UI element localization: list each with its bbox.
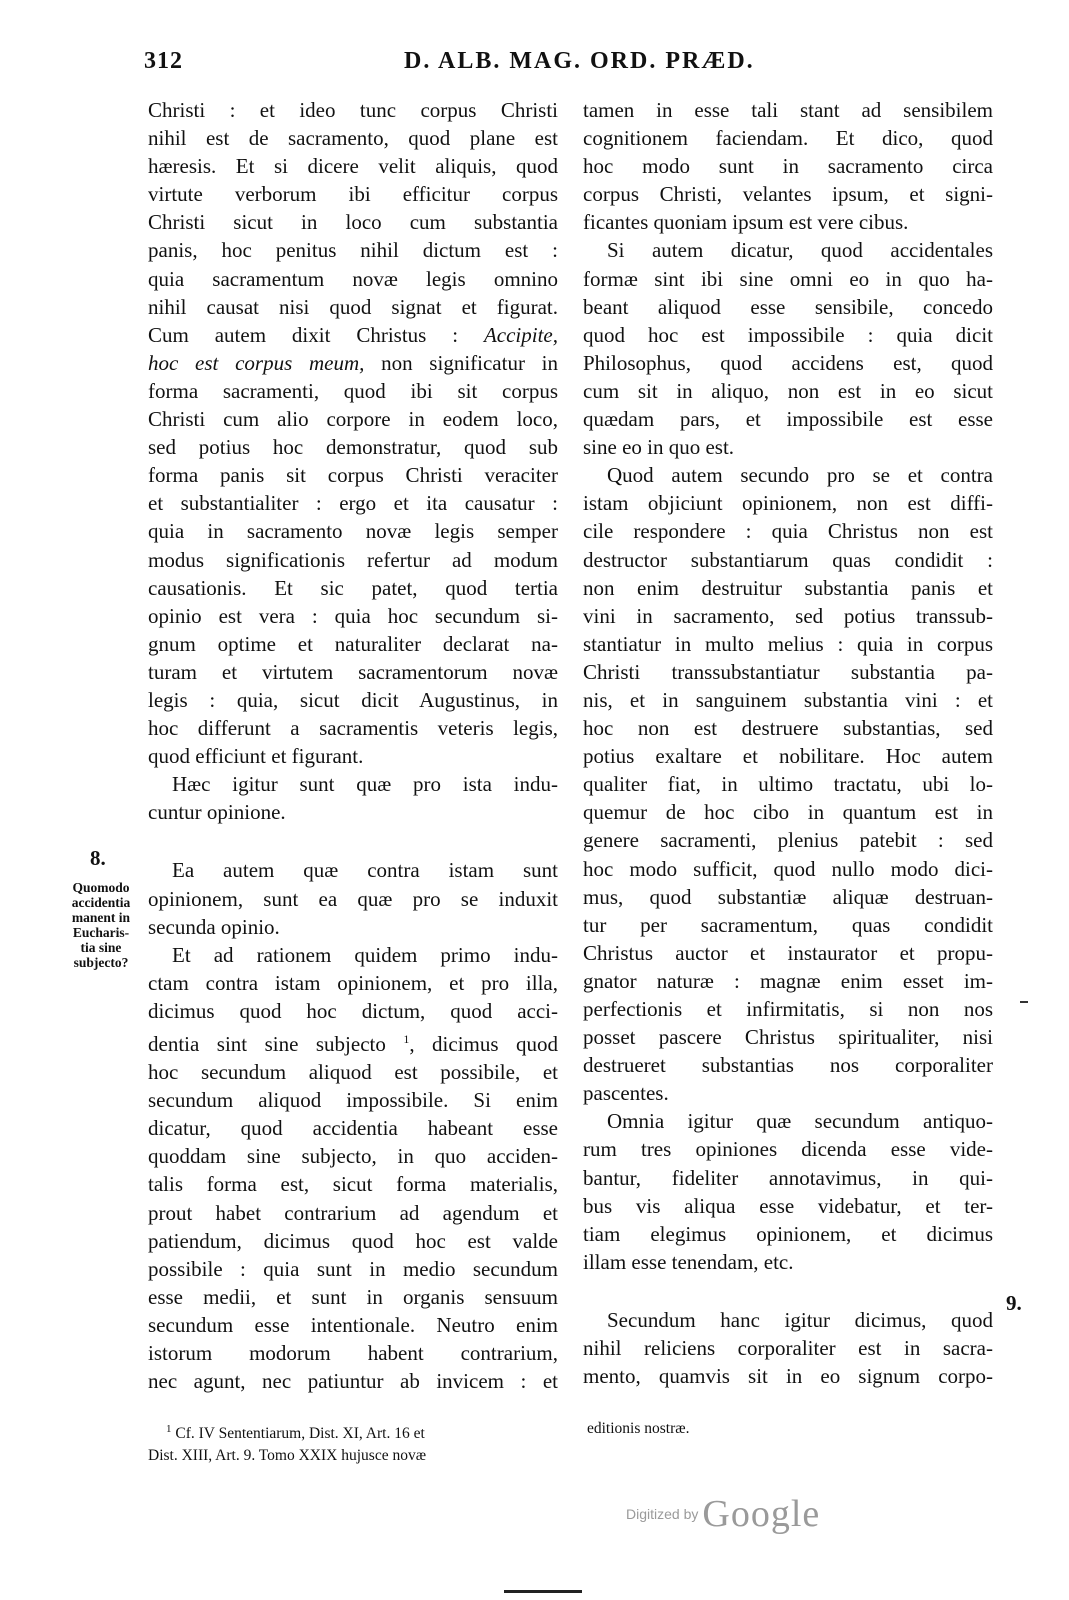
text-line: ficantes quoniam ipsum est vere cibus. — [583, 210, 909, 235]
text-line: nihil reliciens corporaliter est in sacra- — [583, 1336, 993, 1361]
text-line: panis, hoc penitus nihil dictum est : — [148, 238, 558, 263]
google-logo: Google — [702, 1493, 821, 1535]
page-edge-rule — [504, 1590, 582, 1593]
text-line: hoc modo sufficit, quod nullo modo dici- — [583, 856, 993, 881]
text-run: dentia sint sine subjecto — [148, 1032, 386, 1056]
text-run: Cum autem dixit Christus : — [148, 322, 459, 347]
text-line: corpus Christi, velantes ipsum, et signi- — [583, 182, 993, 207]
text-line: potius exaltare et nobilitare. Hoc autem — [583, 744, 993, 769]
text-line: Philosophus, quod accidens est, quod — [583, 350, 993, 375]
footnote — [148, 1418, 558, 1467]
footnote-continued: editionis nostræ. — [587, 1420, 690, 1437]
text-line: cum sit in aliquo, non est in eo sicut — [583, 378, 993, 403]
text-line: non enim destruitur substantia panis et — [583, 575, 993, 600]
text-line: hoc non est destruere substantias, sed — [583, 716, 993, 741]
text-line: quemur de hoc cibo in quantum est in — [583, 800, 993, 825]
text-line: cile respondere : quia Christus non est — [583, 519, 993, 544]
text-line: bus vis aliqua esse videbatur, et ter- — [583, 1193, 993, 1218]
text-line: hoc modo sunt in sacramento circa — [583, 154, 993, 179]
margin-note-line: Quomodo — [72, 880, 130, 895]
running-title: D. ALB. MAG. ORD. PRÆD. — [404, 48, 755, 74]
text-line-footnote-ref — [148, 1025, 558, 1058]
text-line: formæ sint ibi sine omni eo in quo ha- — [583, 266, 993, 291]
text-line: esse medii, et sunt in organis sensuum — [148, 1284, 558, 1309]
text-line: quod hoc est impossibile : quia dicit — [583, 322, 993, 347]
text-line: Secundum hanc igitur dicimus, quod — [607, 1307, 993, 1332]
text-line: rum tres opiniones dicenda esse vide- — [583, 1137, 993, 1162]
text-line: mus, quod substantiæ aliquæ destruan- — [583, 884, 993, 909]
text-line: Quod autem secundo pro se et contra — [607, 463, 993, 488]
text-line: possibile : quia sunt in medio secundum — [148, 1256, 558, 1281]
text-line: genere sacramenti, plenius patebit : sed — [583, 828, 993, 853]
text-line: dicimus quod hoc dictum, quod acci- — [148, 998, 558, 1023]
footnote-mark: 1 — [403, 1032, 410, 1046]
text-line: nihil est de sacramento, quod plane est — [148, 126, 558, 151]
text-line: bantur, fideliter annotavimus, in qui- — [583, 1165, 993, 1190]
text-line: pascentes. — [583, 1081, 669, 1106]
text-line: Christi transsubstantiatur substantia pa- — [583, 659, 993, 684]
text-line: nec agunt, nec patiuntur ab invicem : et — [148, 1369, 558, 1394]
text-line: ctam contra istam opinionem, et pro illa, — [148, 970, 558, 995]
footnote-mark: 1 — [166, 1423, 172, 1435]
text-line: cuntur opinione. — [148, 800, 286, 825]
text-line: perfectionis et infirmitatis, si non nos — [583, 997, 993, 1021]
text-run: non significatur in — [381, 350, 558, 375]
text-line: Omnia igitur quæ secundum antiquo- — [607, 1109, 993, 1134]
margin-note — [58, 880, 144, 970]
italic-quote: Accipite, — [483, 322, 558, 347]
text-line: prout habet contrarium ad agendum et — [148, 1200, 558, 1225]
text-line: quia in sacramento novæ legis semper — [148, 519, 558, 544]
margin-note-line: subjecto? — [73, 955, 129, 970]
text-line: forma panis sit corpus Christi veraciter — [148, 463, 558, 488]
text-line: hoc differunt a sacramentis veteris legis, — [148, 716, 558, 741]
text-line: patiendum, dicimus quod hoc est valde — [148, 1228, 558, 1253]
text-line: secundum esse intentionale. Neutro enim — [148, 1312, 558, 1337]
text-line: dicatur, quod accidentia habeant esse — [148, 1116, 558, 1141]
text-line: istorum modorum habent contrarium, — [148, 1341, 558, 1366]
text-line-italic-quote — [148, 349, 558, 377]
text-line: causationis. Et sic patet, quod tertia — [148, 575, 558, 600]
digitized-watermark — [626, 1492, 820, 1536]
text-line: posset pascere Christus spiritualiter, nisi — [583, 1025, 993, 1050]
text-line: forma sacramenti, quod ibi sit corpus — [148, 378, 558, 403]
text-line: hoc secundum aliquod est possibile, et — [148, 1060, 558, 1085]
text-line: mento, quamvis sit in eo signum corpo- — [583, 1364, 993, 1389]
section-number-8: 8. — [90, 846, 106, 870]
text-line: sine eo in quo est. — [583, 435, 735, 460]
text-line: tiam elegimus opinionem, et dicimus — [583, 1221, 993, 1246]
footnote-text: Cf. IV Sententiarum, Dist. XI, Art. 16 et — [175, 1425, 425, 1443]
text-line: cognitionem faciendam. Et dico, quod — [583, 126, 993, 151]
text-run: , dicimus quod — [409, 1032, 559, 1056]
margin-note-line: Eucharis- — [72, 925, 130, 940]
text-line: stantiatur in multo melius : quia in corpus — [583, 631, 993, 656]
text-line: beant aliquod esse sensibile, concedo — [583, 294, 993, 319]
text-line: gnum optime et naturaliter declarat na- — [148, 631, 558, 656]
text-line: tur per sacramentum, quas condidit — [583, 912, 993, 937]
text-line: Ea autem quæ contra istam sunt — [172, 858, 558, 883]
text-line: quoddam sine subjecto, in quo acciden- — [148, 1144, 558, 1169]
section-number-9: 9. — [1006, 1291, 1022, 1315]
text-line: tamen in esse tali stant ad sensibilem — [583, 98, 993, 122]
text-line-italic-quote — [148, 321, 558, 349]
text-line: Si autem dicatur, quod accidentales — [607, 238, 993, 263]
text-line: talis forma est, sicut forma materialis, — [148, 1172, 558, 1197]
text-line: et substantialiter : ergo et ita causatur : — [148, 491, 558, 516]
text-line: qualiter fiat, in ultimo tractatu, ubi lo- — [583, 772, 993, 797]
left-column — [148, 96, 558, 1395]
text-line: quia sacramentum novæ legis omnino — [148, 266, 558, 291]
text-line: Hæc igitur sunt quæ pro ista indu- — [172, 772, 558, 797]
margin-note-line: accidentia — [71, 895, 131, 910]
text-line: turam et virtutem sacramentorum novæ — [148, 659, 558, 684]
text-line: vini in sacramento, sed potius transsub- — [583, 603, 993, 628]
text-line: nis, et in sanguinem substantia vini : et — [583, 687, 993, 712]
text-line: opinio est vera : quia hoc secundum si- — [148, 603, 558, 628]
italic-quote: hoc est corpus meum, — [148, 350, 365, 375]
text-line: nihil causat nisi quod signat et figurat. — [148, 294, 558, 319]
margin-tick-mark — [1020, 1001, 1028, 1003]
text-line: destructor substantiarum quas condidit : — [583, 547, 993, 572]
right-column — [583, 96, 993, 1390]
margin-note-line: manent in — [71, 910, 131, 925]
text-line: illam esse tenendam, etc. — [583, 1249, 794, 1274]
text-line: destrueret substantias nos corporaliter — [583, 1053, 993, 1078]
text-line: quædam pars, et impossibile est esse — [583, 407, 993, 432]
text-line: Christus auctor et instaurator et propu- — [583, 940, 993, 965]
text-line: sed potius hoc demonstratur, quod sub — [148, 435, 558, 460]
footnote-line: Dist. XIII, Art. 9. Tomo XXIX hujusce novæ — [148, 1447, 427, 1465]
footnote-line — [148, 1418, 558, 1445]
text-line: secundum aliquod impossibile. Si enim — [148, 1088, 558, 1113]
text-line: opinionem, sunt ea quæ pro se induxit — [148, 886, 558, 911]
text-line: modus significationis refertur ad modum — [148, 547, 558, 572]
text-line: Et ad rationem quidem primo indu- — [172, 942, 558, 967]
text-line: gnator naturæ : magnæ enim esset im- — [583, 968, 993, 993]
text-line: istam objiciunt opinionem, non est diffi- — [583, 491, 993, 516]
margin-note-line: tia sine — [80, 940, 122, 955]
text-line: virtute verborum ibi efficitur corpus — [148, 182, 558, 207]
watermark-prefix: Digitized by — [626, 1506, 699, 1522]
text-line: Christi sicut in loco cum substantia — [148, 210, 558, 235]
text-line: Christi cum alio corpore in eodem loco, — [148, 407, 558, 432]
text-line: hæresis. Et si dicere velit aliquis, quod — [148, 154, 558, 179]
text-line: Christi : et ideo tunc corpus Christi — [148, 98, 558, 122]
page-number: 312 — [144, 48, 183, 74]
text-line: quod efficiunt et figurant. — [148, 744, 364, 769]
text-line: legis : quia, sicut dicit Augustinus, in — [148, 687, 558, 712]
text-line: secunda opinio. — [148, 914, 280, 939]
